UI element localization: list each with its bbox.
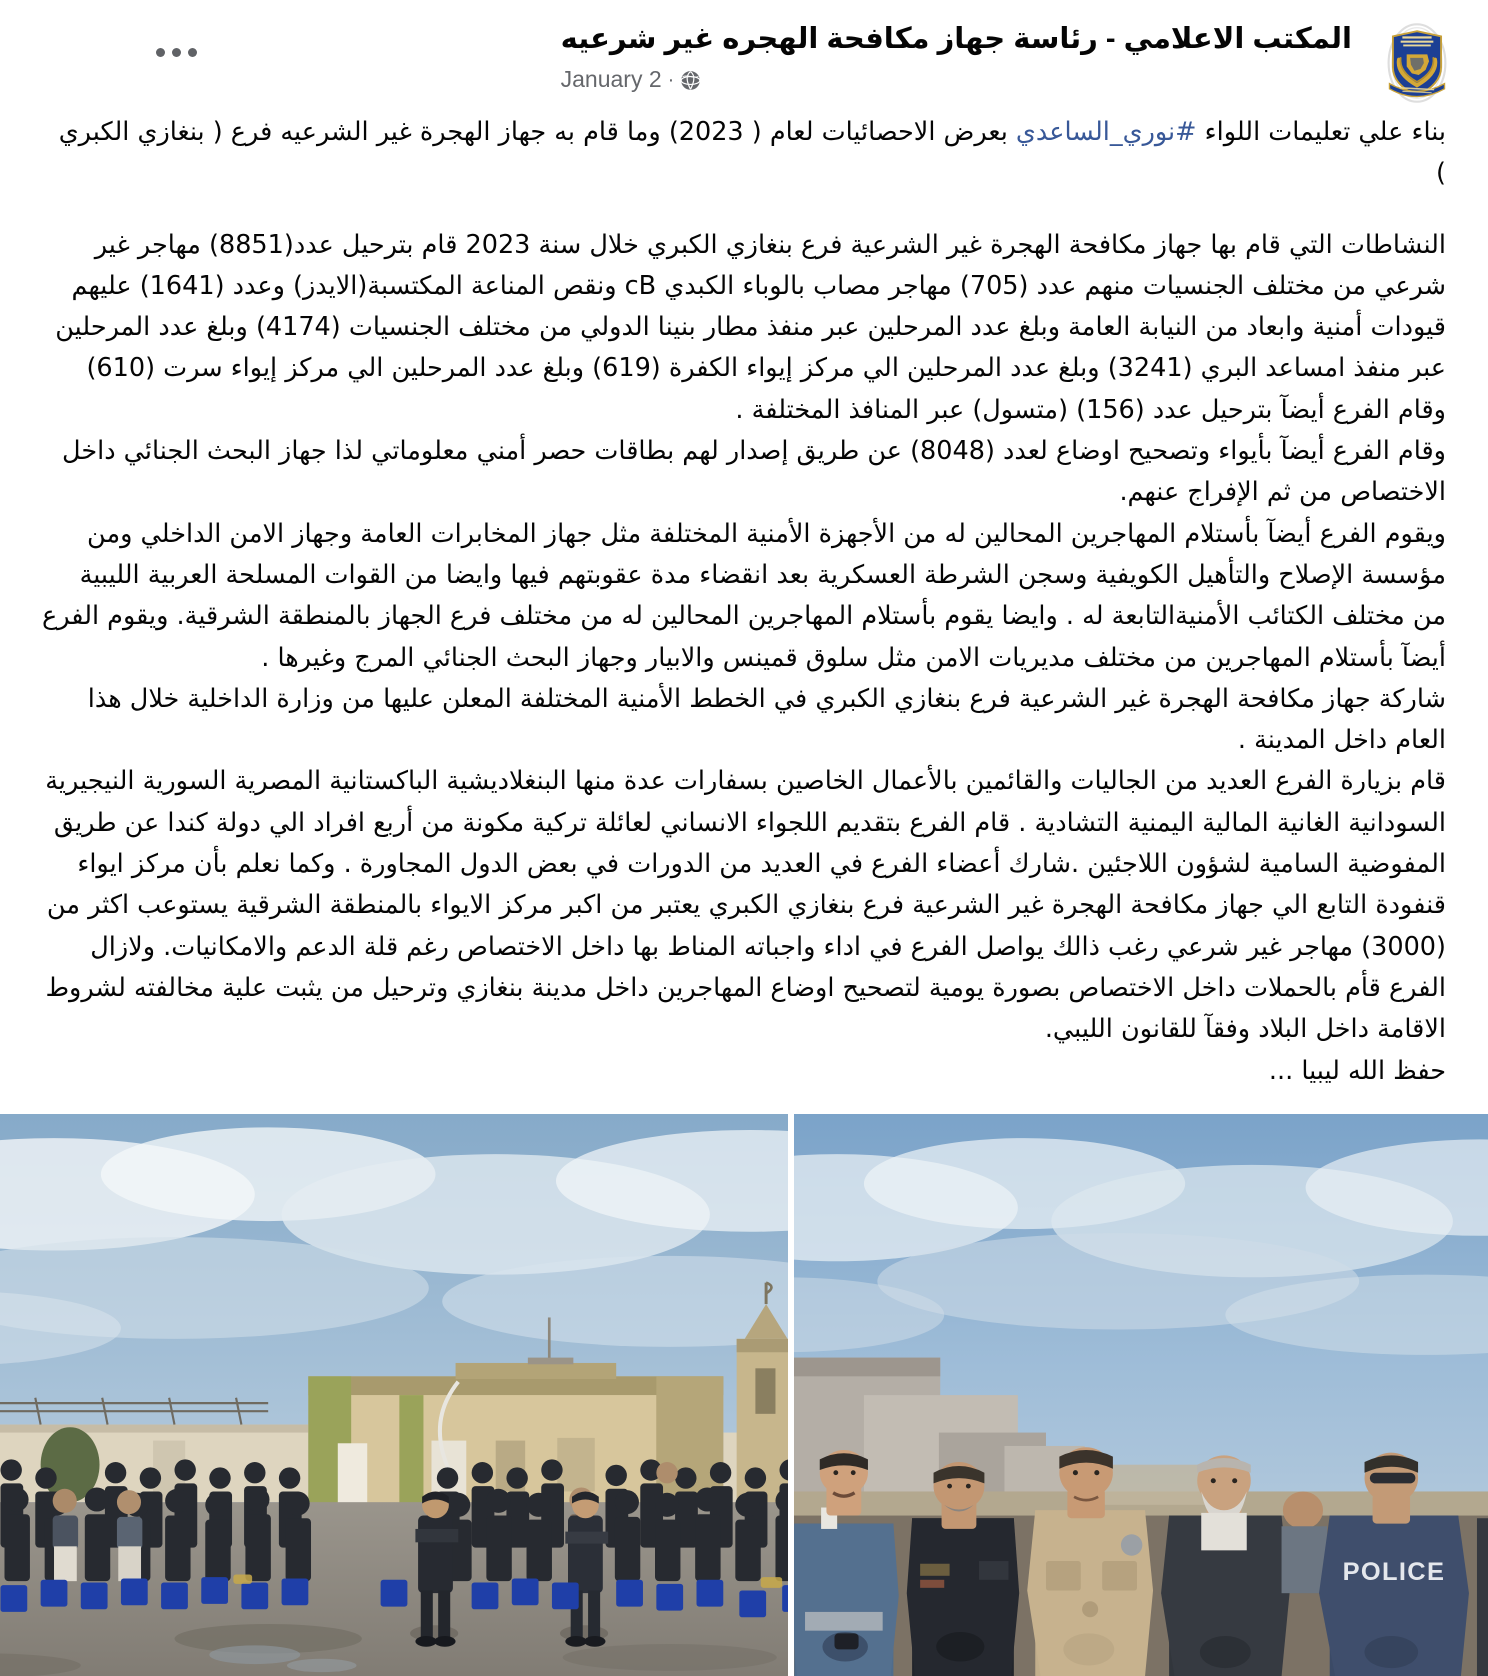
post-paragraph-2: النشاطات التي قام بها جهاز مكافحة الهجرة غير الشرعية فرع بنغازي الكبري خلال سنة 2023 قام بترحيل عدد(8851) مهاجر غير شرعي من مختلف الجنسيات منهم عدد (705) مهاجر مصاب بالوباء الكبدي cB ونقص المناعة المكتسبة(الايدز) وعدد (1641) عليهم قيودات أمنية وابعاد من النيابة العامة وبلغ عدد المرحلين عبر منفذ مطار بنينا الدولي من مختلف الجنسيات (4174) وبلغ عدد المرحلين عبر منفذ امساعد البري (3241) وبلغ عدد المرحلين الي مركز إيواء الكفرة (619) وبلغ عدد المرحلين الي مركز إيواء سرت (610) وقام الفرع أيضآ بترحيل عدد (156) (متسول) عبر المنافذ المختلفة . (55, 229, 1446, 425)
header-text-block (561, 18, 1352, 94)
post-media-grid (0, 1114, 1488, 1676)
post-paragraph-3: وقام الفرع أيضآ بأيواء وتصحيح اوضاع لعدد (8048) عن طريق إصدار لهم بطاقات حصر أمني معلوماتي لذا جهاز البحث الجنائي داخل الاختصاص من ثم الإفراج عنهم. (62, 436, 1446, 508)
post-paragraph-7: حفظ الله ليبيا ... (1268, 1055, 1446, 1086)
post-paragraph-4: ويقوم الفرع أيضآ بأستلام المهاجرين المحالين له من الأجهزة الأمنية المختلفة مثل جهاز المخابرات العامة وجهاز الامن الداخلي ومن مؤسسة الإصلاح والتأهيل الكويفية وسجن الشرطة العسكرية بعد انقضاء مدة عقوبتهم فيها وايضا من القوات المسلحة العربية الليبية من مختلف الكتائب الأمنيةالتابعة له . وايضا يقوم بأستلام المهاجرين المحالين له من مختلف فرع الجهاز بالمنطقة الشرقية. ويقوم الفرع أيضآ بأستلام المهاجرين من مختلف مديريات الامن مثل سلوق قمينس والابيار وجهاز البحث الجنائي المرج وغيرها . (42, 518, 1446, 673)
globe-icon[interactable] (680, 70, 701, 91)
avatar[interactable] (1374, 20, 1460, 106)
ellipsis-dot-2 (172, 48, 181, 57)
officers-lineup-photo[interactable] (794, 1114, 1488, 1676)
hashtag-link[interactable]: #نوري_الساعدي (1015, 117, 1197, 147)
paragraph-1-prefix: بناء علي تعليمات اللواء (1196, 117, 1446, 147)
ellipsis-icon[interactable] (150, 42, 203, 63)
post-meta (561, 66, 1352, 94)
post-paragraph-6: قام بزيارة الفرع العديد من الجاليات والقائمين بالأعمال الخاصين بسفارات عدة منها البنغلاديشية الباكستانية المصرية السورية النيجيرية السودانية الغانية المالية اليمنية التشادية . قام الفرع بتقديم اللجواء الانساني لعائلة تركية مكونة من أربع افراد الي دولة كندا عن طريق المفوضية السامية لشؤون اللاجئين .شارك أعضاء الفرع في العديد من الدورات في بعض الدول المجاورة . وكما نعلم بأن مركز ايواء قنفودة التابع الي جهاز مكافحة الهجرة غير الشرعية فرع بنغازي الكبري يعتبر من اكبر مركز الايواء بالمنطقة الشرقية يستوعب اكثر من (3000) مهاجر غير شرعي رغب ذالك يواصل الفرع في اداء واجباته المناط بها داخل الاختصاص رغم قلة الدعم والامكانيات. ولازال الفرع قأم بالحملات داخل الاختصاص بصورة يومية لتصحيح اوضاع المهاجرين داخل مدينة بنغازي وترحيل من يثبت علية مخالفته لشروط الاقامة داخل البلاد وفقآ للقانون الليبي. (45, 766, 1446, 1045)
post-message-body (0, 112, 1488, 1092)
post-timestamp[interactable]: January 2 (560, 66, 662, 93)
ellipsis-dot-3 (156, 48, 165, 57)
post-paragraph-5: شاركة جهاز مكافحة الهجرة غير الشرعية فرع بنغازي الكبري في الخطط الأمنية المختلفة المعلن عليها من وزارة الداخلية خلال هذا العام داخل المدينة . (87, 683, 1446, 756)
detention-center-courtyard-photo[interactable] (0, 1114, 788, 1676)
svg-text:POLICE: POLICE (1342, 1557, 1446, 1586)
post-header (0, 0, 1488, 112)
paragraph-1-suffix: بعرض الاحصائيات لعام ( 2023) وما قام به جهاز الهجرة غير الشرعيه فرع ( بنغازي الكبري ) (58, 117, 1446, 189)
post-paragraph-1 (42, 112, 1446, 195)
page-name[interactable]: المكتب الاعلامي - رئاسة جهاز مكافحة الهجره غير شرعيه (560, 23, 1352, 55)
meta-separator: · (667, 69, 675, 92)
ellipsis-dot-1 (188, 48, 197, 57)
